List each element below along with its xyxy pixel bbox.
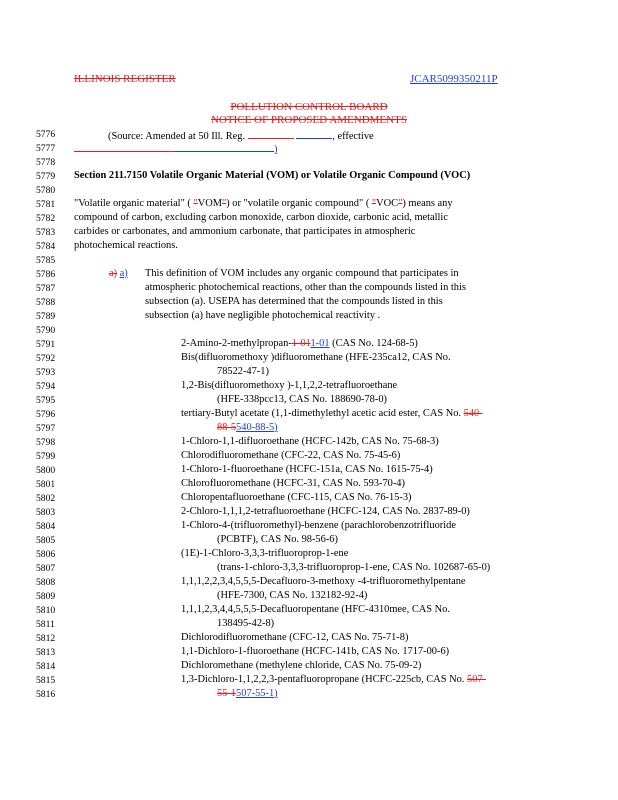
compound-text: 2-Amino-2-methylpropan-	[181, 338, 292, 349]
line-number: 5797	[36, 423, 56, 434]
definition-line-4: photochemical reactions.	[74, 240, 178, 251]
line-number: 5805	[36, 535, 56, 546]
line-number: 5787	[36, 283, 56, 294]
line-number: 5800	[36, 465, 56, 476]
line-number: 5776	[36, 129, 56, 140]
definition-line-3: carbides or carbonates, and ammonium carbonate, that participates in atmospheric	[74, 226, 416, 237]
source-reg-blank	[248, 129, 294, 139]
line-number: 5793	[36, 367, 56, 378]
line-number: 5782	[36, 213, 56, 224]
definition-text: "Volatile organic material" (	[74, 198, 194, 209]
line-number: 5808	[36, 577, 56, 588]
source-prefix: (Source: Amended at 50 Ill. Reg.	[108, 131, 248, 142]
compound-entry-cont	[217, 422, 278, 433]
line-number: 5790	[36, 325, 56, 336]
effective-blank-inserted	[174, 142, 274, 152]
deleted-text: 507-	[467, 674, 487, 685]
effective-blank	[74, 142, 174, 152]
voc-term: VOC	[376, 198, 399, 209]
compound-entry-cont: (PCBTF), CAS No. 98-56-6)	[217, 534, 338, 545]
source-close: )	[274, 144, 278, 155]
line-number: 5816	[36, 689, 56, 700]
inserted-text: )	[274, 688, 278, 699]
subsection-line-1: This definition of VOM includes any organic compound that participates in	[145, 268, 459, 279]
compound-entry: 1-Chloro-1,1-difluoroethane (HCFC-142b, CAS No. 75-68-3)	[181, 436, 439, 447]
subsection-line-4: subsection (a) have negligible photochemical reactivity .	[145, 310, 381, 321]
line-number: 5798	[36, 437, 56, 448]
compound-entry: 1,2-Bis(difluoromethoxy )-1,1,2,2-tetrafluoroethane	[181, 380, 398, 391]
deleted-quote: "	[398, 198, 403, 209]
compound-text: tertiary-Butyl acetate (1,1-dimethylethyl acetic acid ester, CAS No.	[181, 408, 464, 419]
section-heading: Section 211.7150 Volatile Organic Material (VOM) or Volatile Organic Compound (VOC)	[74, 170, 471, 181]
compound-entry: 1,1-Dichloro-1-fluoroethane (HCFC-141b, CAS No. 1717-00-6)	[181, 646, 450, 657]
compound-entry: Dichlorodifluoromethane (CFC-12, CAS No. 75-71-8)	[181, 632, 409, 643]
line-number: 5803	[36, 507, 56, 518]
compound-entry: Chloropentafluoroethane (CFC-115, CAS No. 76-15-3)	[181, 492, 412, 503]
definition-line-1	[74, 198, 453, 209]
definition-text: ) or "volatile organic compound" (	[226, 198, 372, 209]
compound-text: 1,3-Dichloro-1,1,2,2,3-pentafluoropropane (HCFC-225cb, CAS No.	[181, 674, 467, 685]
line-number: 5804	[36, 521, 56, 532]
deleted-text: 1-01	[291, 338, 311, 349]
compound-entry	[181, 408, 483, 419]
compound-entry: 1,1,1,2,3,4,4,5,5,5-Decafluoropentane (HFC-4310mee, CAS No.	[181, 604, 450, 615]
line-number: 5777	[36, 143, 56, 154]
compound-entry: Bis(difluoromethoxy )difluoromethane (HFE-235ca12, CAS No.	[181, 352, 451, 363]
line-number: 5815	[36, 675, 56, 686]
subsection-line-3: subsection (a). USEPA has determined that the compounds listed in this	[145, 296, 443, 307]
line-number: 5813	[36, 647, 56, 658]
source-suffix: , effective	[332, 131, 374, 142]
line-number: 5792	[36, 353, 56, 364]
notice-title: NOTICE OF PROPOSED AMENDMENTS	[211, 114, 407, 126]
compound-entry: Dichloromethane (methylene chloride, CAS No. 75-09-2)	[181, 660, 422, 671]
compound-entry: 1-Chloro-1-fluoroethane (HCFC-151a, CAS No. 1615-75-4)	[181, 464, 433, 475]
deleted-quote: "	[371, 198, 377, 209]
line-number: 5814	[36, 661, 56, 672]
inserted-text: 540-88-5	[236, 422, 275, 433]
inserted-text: )	[274, 422, 278, 433]
line-number: 5791	[36, 339, 56, 350]
line-number: 5806	[36, 549, 56, 560]
source-line	[108, 129, 374, 142]
deleted-text: 55-1	[217, 688, 237, 699]
compound-entry: Chlorodifluoromethane (CFC-22, CAS No. 75-45-6)	[181, 450, 401, 461]
inserted-text: 1-01	[310, 338, 330, 349]
line-number: 5779	[36, 171, 56, 182]
line-number: 5795	[36, 395, 56, 406]
line-number: 5786	[36, 269, 56, 280]
subsection-line-2: atmospheric photochemical reactions, other than the compounds listed in this	[145, 282, 466, 293]
compound-entry	[181, 338, 418, 349]
deleted-text: 88-5	[217, 422, 237, 433]
source-reg-blank-inserted	[296, 129, 332, 139]
deleted-label: a)	[109, 268, 118, 279]
definition-line-2: compound of carbon, excluding carbon monoxide, carbon dioxide, carbonic acid, metallic	[74, 212, 448, 223]
subsection-label	[109, 268, 128, 279]
line-number: 5807	[36, 563, 56, 574]
line-number: 5809	[36, 591, 56, 602]
vom-term: VOM	[197, 198, 222, 209]
deleted-text: 540-	[463, 408, 483, 419]
line-number: 5785	[36, 255, 56, 266]
line-number: 5812	[36, 633, 56, 644]
compound-entry	[181, 674, 486, 685]
source-line-2	[74, 142, 277, 155]
register-title: ILLINOIS REGISTER	[74, 73, 176, 85]
compound-text: (CAS No. 124-68-5)	[329, 338, 418, 349]
line-number: 5811	[36, 619, 55, 630]
compound-entry: Chlorofluoromethane (HCFC-31, CAS No. 593-70-4)	[181, 478, 405, 489]
compound-entry-cont: (trans-1-chloro-3,3,3-trifluoroprop-1-ene, CAS No. 102687-65-0)	[217, 562, 491, 573]
line-number: 5781	[36, 199, 56, 210]
line-number: 5789	[36, 311, 56, 322]
line-number: 5778	[36, 157, 56, 168]
compound-entry: 1-Chloro-4-(trifluoromethyl)-benzene (parachlorobenzotrifluoride	[181, 520, 456, 531]
compound-entry: 2-Chloro-1,1,1,2-tetrafluoroethane (HCFC-124, CAS No. 2837-89-0)	[181, 506, 470, 517]
compound-entry-cont: 138495-42-8)	[217, 618, 275, 629]
line-number: 5784	[36, 241, 56, 252]
board-title: POLLUTION CONTROL BOARD	[230, 101, 388, 113]
inserted-label: a)	[119, 268, 128, 279]
line-number: 5783	[36, 227, 56, 238]
compound-entry-cont: (HFE-338pcc13, CAS No. 188690-78-0)	[217, 394, 387, 405]
line-number: 5801	[36, 479, 56, 490]
line-number: 5780	[36, 185, 56, 196]
deleted-quote: "	[193, 198, 198, 209]
compound-entry: (1E)-1-Chloro-3,3,3-trifluoroprop-1-ene	[181, 548, 349, 559]
line-number: 5796	[36, 409, 56, 420]
compound-entry-cont	[217, 688, 278, 699]
definition-text: ) means any	[402, 198, 453, 209]
line-number: 5802	[36, 493, 56, 504]
compound-entry-cont: 78522-47-1)	[217, 366, 269, 377]
line-number: 5810	[36, 605, 56, 616]
deleted-quote: "	[221, 198, 227, 209]
compound-entry-cont: (HFE-7300, CAS No. 132182-92-4)	[217, 590, 368, 601]
line-number: 5794	[36, 381, 56, 392]
line-number: 5799	[36, 451, 56, 462]
compound-entry: 1,1,1,2,2,3,4,5,5,5-Decafluoro-3-methoxy -4-trifluoromethylpentane	[181, 576, 466, 587]
inserted-text: 507-55-1	[236, 688, 275, 699]
jcar-code: JCAR5099350211P	[410, 73, 498, 85]
line-number: 5788	[36, 297, 56, 308]
